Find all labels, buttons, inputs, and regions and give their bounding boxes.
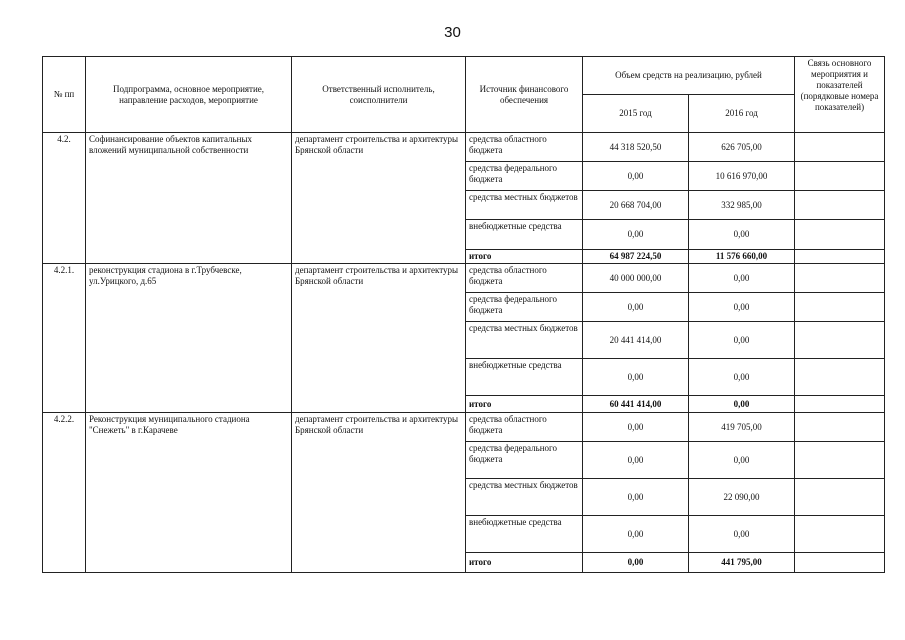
funding-source: средства областного бюджета — [466, 413, 583, 442]
indicator-link — [795, 293, 885, 322]
funding-source: внебюджетные средства — [466, 359, 583, 396]
amount-2015: 0,00 — [583, 293, 689, 322]
row-number: 4.2.1. — [43, 264, 86, 413]
funding-source: средства федерального бюджета — [466, 442, 583, 479]
amount-2015: 0,00 — [583, 162, 689, 191]
amount-2016: 0,00 — [689, 516, 795, 553]
amount-2015: 0,00 — [583, 359, 689, 396]
header-year-2016: 2016 год — [689, 95, 795, 133]
amount-2015: 20 441 414,00 — [583, 322, 689, 359]
amount-2016: 10 616 970,00 — [689, 162, 795, 191]
funding-source: итого — [466, 250, 583, 264]
header-source: Источник финансового обеспечения — [466, 57, 583, 133]
row-number: 4.2. — [43, 133, 86, 264]
funding-source: средства местных бюджетов — [466, 479, 583, 516]
funding-source: средства областного бюджета — [466, 264, 583, 293]
header-num: № пп — [43, 57, 86, 133]
indicator-link — [795, 220, 885, 250]
header-year-2015: 2015 год — [583, 95, 689, 133]
program-name: реконструкция стадиона в г.Трубчевске, ул.Урицкого, д.65 — [86, 264, 292, 413]
amount-2015: 64 987 224,50 — [583, 250, 689, 264]
indicator-link — [795, 322, 885, 359]
amount-2015: 20 668 704,00 — [583, 191, 689, 220]
indicator-link — [795, 359, 885, 396]
amount-2016: 332 985,00 — [689, 191, 795, 220]
amount-2016: 0,00 — [689, 396, 795, 413]
indicator-link — [795, 162, 885, 191]
amount-2016: 0,00 — [689, 322, 795, 359]
funding-source: средства федерального бюджета — [466, 293, 583, 322]
funding-source: итого — [466, 553, 583, 573]
amount-2015: 0,00 — [583, 516, 689, 553]
header-executor: Ответственный исполнитель, соисполнители — [292, 57, 466, 133]
table-row — [43, 264, 885, 293]
amount-2016: 0,00 — [689, 442, 795, 479]
amount-2015: 0,00 — [583, 220, 689, 250]
amount-2015: 0,00 — [583, 553, 689, 573]
table-body — [43, 133, 885, 573]
page-number: 30 — [444, 24, 461, 41]
row-number: 4.2.2. — [43, 413, 86, 573]
amount-2016: 0,00 — [689, 220, 795, 250]
amount-2016: 419 705,00 — [689, 413, 795, 442]
indicator-link — [795, 479, 885, 516]
funding-source: средства областного бюджета — [466, 133, 583, 162]
indicator-link — [795, 442, 885, 479]
program-name: Реконструкция муниципального стадиона "Снежеть" в г.Карачеве — [86, 413, 292, 573]
amount-2015: 60 441 414,00 — [583, 396, 689, 413]
table-row — [43, 413, 885, 442]
indicator-link — [795, 250, 885, 264]
amount-2016: 626 705,00 — [689, 133, 795, 162]
executor-name: департамент строительства и архитектуры Брянской области — [292, 264, 466, 413]
amount-2015: 0,00 — [583, 413, 689, 442]
amount-2015: 40 000 000,00 — [583, 264, 689, 293]
funding-source: средства местных бюджетов — [466, 191, 583, 220]
funding-table — [42, 56, 885, 573]
funding-source: итого — [466, 396, 583, 413]
amount-2016: 11 576 660,00 — [689, 250, 795, 264]
table-row — [43, 133, 885, 162]
header-amount: Объем средств на реализацию, рублей — [583, 57, 795, 95]
executor-name: департамент строительства и архитектуры Брянской области — [292, 133, 466, 264]
amount-2016: 0,00 — [689, 359, 795, 396]
indicator-link — [795, 413, 885, 442]
header-program: Подпрограмма, основное мероприятие, направление расходов, мероприятие — [86, 57, 292, 133]
indicator-link — [795, 191, 885, 220]
funding-source: средства местных бюджетов — [466, 322, 583, 359]
indicator-link — [795, 264, 885, 293]
table-header — [43, 57, 885, 133]
indicator-link — [795, 516, 885, 553]
indicator-link — [795, 553, 885, 573]
amount-2015: 44 318 520,50 — [583, 133, 689, 162]
indicator-link — [795, 133, 885, 162]
amount-2016: 441 795,00 — [689, 553, 795, 573]
program-name: Софинансирование объектов капитальных вложений муниципальной собственности — [86, 133, 292, 264]
funding-source: средства федерального бюджета — [466, 162, 583, 191]
header-link: Связь основного мероприятия и показателей (порядковые номера показателей) — [795, 57, 885, 133]
indicator-link — [795, 396, 885, 413]
funding-source: внебюджетные средства — [466, 516, 583, 553]
amount-2016: 0,00 — [689, 293, 795, 322]
amount-2016: 0,00 — [689, 264, 795, 293]
amount-2016: 22 090,00 — [689, 479, 795, 516]
amount-2015: 0,00 — [583, 479, 689, 516]
funding-source: внебюджетные средства — [466, 220, 583, 250]
amount-2015: 0,00 — [583, 442, 689, 479]
executor-name: департамент строительства и архитектуры Брянской области — [292, 413, 466, 573]
